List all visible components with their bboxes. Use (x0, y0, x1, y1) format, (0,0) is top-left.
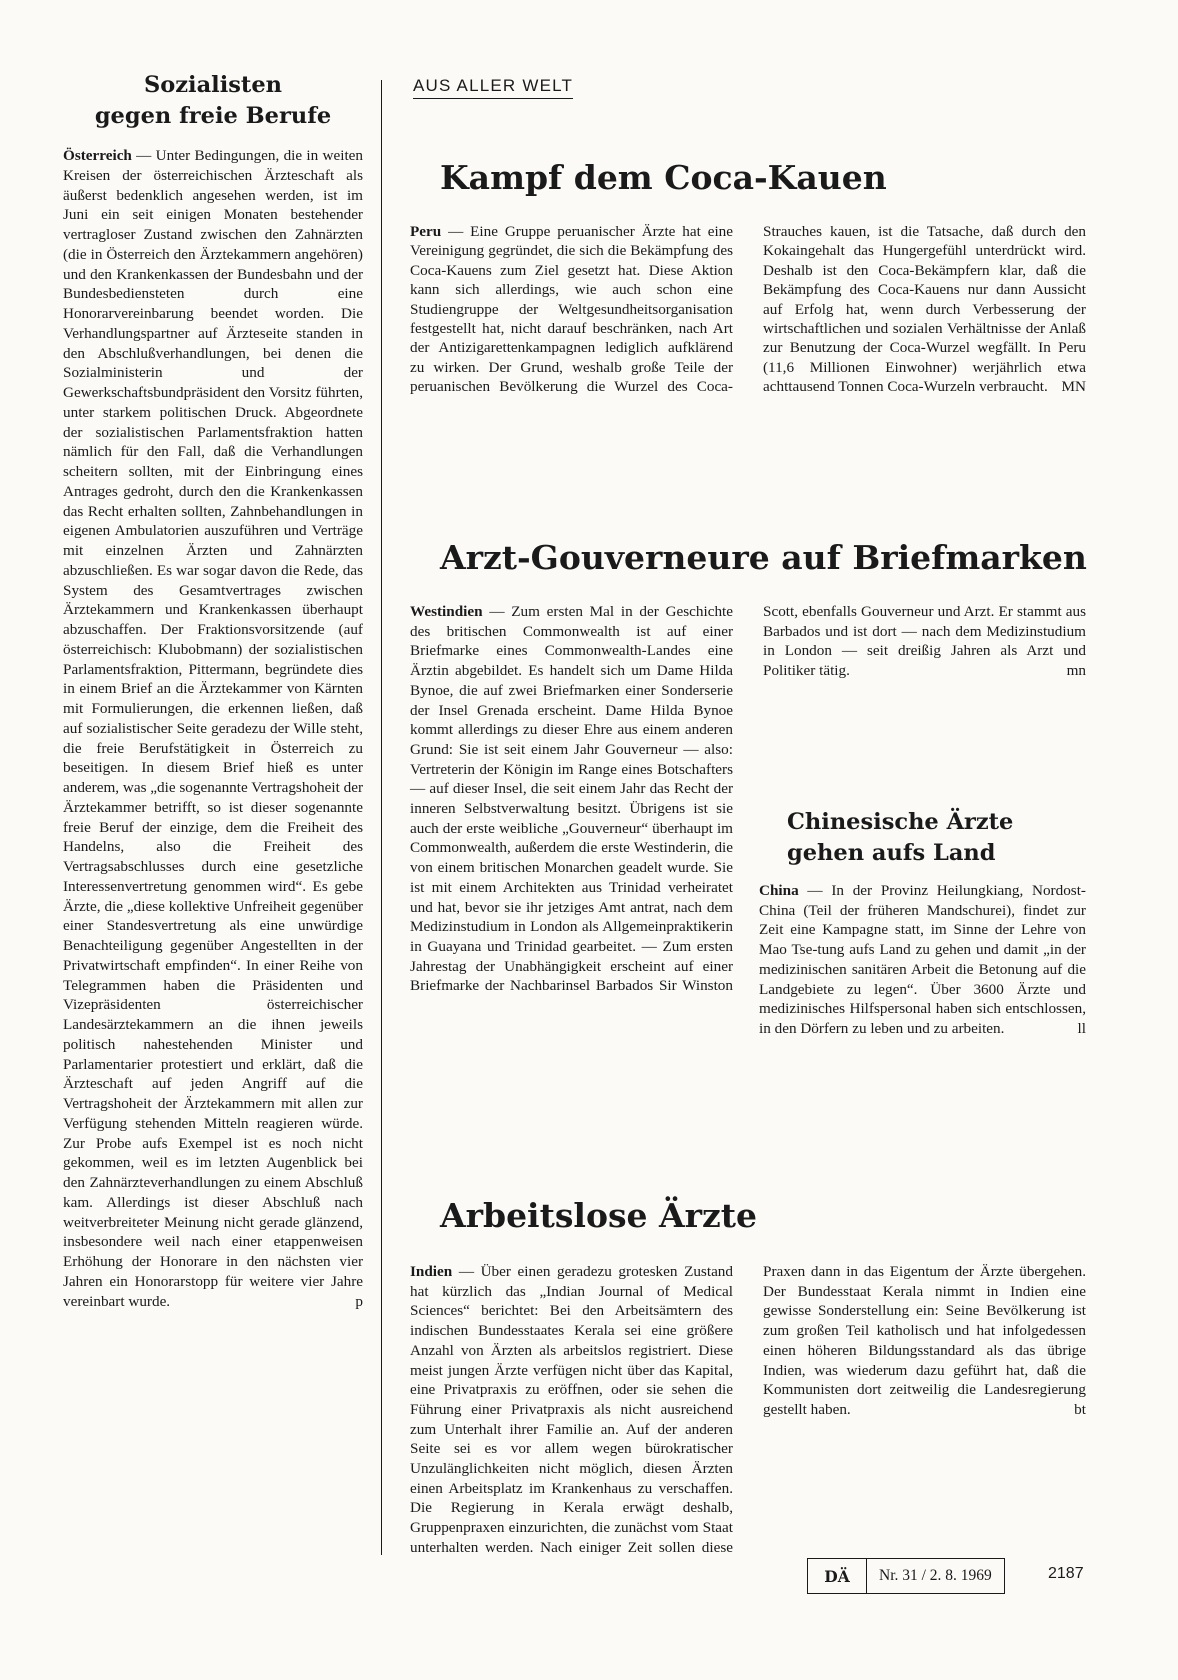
column-divider (381, 80, 382, 1555)
article-arbeitslose (410, 1262, 1086, 1562)
article-china (759, 807, 1086, 1039)
article-sozialisten (63, 70, 363, 1311)
page-number: 2187 (1048, 1565, 1084, 1582)
dateline: Westindien (410, 603, 483, 620)
body-text: — Zum ersten Mal in der Geschichte des britischen Commonwealth ist auf einer Briefmarke eines Commonwealth-Landes eine Ärztin abgebildet. Es handelt sich um Dame Hilda Bynoe, die auf zwei Briefmarken einer Sonderserie der Insel Grenada erscheint. Dame Hilda Bynoe kommt allerdings zu dieser Ehre aus einem anderen Grund: Sie ist seit einem Jahr Gouverneur — also: Vertreterin der Königin im Range eines Botschafters — auf dieser Insel, die seit einem Jahr das Recht der inneren Selbstverwaltung besitzt. Übrigens ist sie auch der erste weibliche „Gouverneur“ überhaupt im Commonwealth, außerdem die erste Westinderin, die von einem britischen Monarchen geadelt wurde. Sie ist mit einem Architekten aus Trinidad verheiratet und hat, bevor sie ihr jetziges Amt antrat, nach dem Medizinstudium in London als Allgemeinpraktikerin in Guayana und Trinidad gearbeitet. — Zum ersten Jahrestag der Unabhängigkeit erscheint auf einer Briefmarke der Nachbarinsel Barbados Sir Winston Scott, ebenfalls Gouverneur und Arzt. Er stammt aus Barbados und ist dort — nach dem Medizinstudium in London — seit dreißig Jahren als Arzt und Politiker tätig. (410, 603, 1086, 995)
article-title: Arbeitslose Ärzte (440, 1196, 757, 1235)
article-body (759, 881, 1086, 1039)
body-text: — Über einen geradezu grotesken Zustand hat kürzlich das „Indian Journal of Medical Sciences“ berichtet: Bei den Arbeitsämtern des indischen Bundesstaates Kerala sei eine größere Anzahl von Ärzten als arbeitslos registriert. Diese meist jungen Ärzte verfügen nicht über das Kapital, eine Privatpraxis zu eröffnen, oder sie sehen die Führung einer Privatpraxis als nicht ausreichend zum Unterhalt ihrer Familie an. Auf der anderen Seite sei es vor allem wegen bürokratischer Unzulänglichkeiten nicht möglich, diesen Ärzten einen Arbeitsplatz im Krankenhaus zu verschaffen. Die Regierung in Kerala erwägt deshalb, Gruppenpraxen einzurichten, die zunächst vom Staat unterhalten werden. Nach einiger Zeit sollen diese Praxen dann in das Eigentum der Ärzte übergehen. Der Bundesstaat Kerala nimmt in Indien eine gewisse Sonderstellung ein: Seine Bevölkerung ist zum großen Teil katholisch und hat infolgedessen einen höheren Bildungsstandard als das übrige Indien, was wiederum dazu geführt hat, daß die Kommunisten dort zeitweilig die Landesregierung gestellt haben. (410, 1263, 1086, 1556)
body-text: — Unter Bedingungen, die in weiten Kreisen der österreichischen Ärzteschaft als äußerst bedenklich angesehen werden, ist im Juni ein seit einigen Monaten bestehender vertragloser Zustand zwischen den Zahnärzten (die in Österreich den Ärztekammern angehören) und den Krankenkassen der Bundesbahn und der Bundesbediensteten durch eine Honorarvereinbarung beendet worden. Die Verhandlungspartner auf Ärzteseite standen in den Abschlußverhandlungen, bei denen die Sozialministerin und der Gewerkschaftsbundpräsident den Vorsitz führten, unter starkem politischen Druck. Abgeordnete der sozialistischen Parlamentsfraktion hatten nämlich für den Fall, daß die Verhandlungen scheitern sollten, mit der Einbringung eines Antrages gedroht, durch den die Krankenkassen das Recht erhalten sollten, Zahnbehandlungen in eigenen Ambulatorien auszuführen und Verträge mit einzelnen Ärzten und Zahnärzten abzuschließen. Es war sogar davon die Rede, das System des Gesamtvertrages zwischen Ärztekammern und Krankenkassen überhaupt abzuschaffen. Der Fraktionsvorsitzende (auf österreichisch: Klubobmann) der sozialistischen Parlamentsfraktion, Pittermann, begründete dies in einem Brief an die Ärztekammer von Kärnten mit Formulierungen, die erkennen ließen, daß auf sozialistischer Seite geradezu der Wille steht, die freie Berufstätigkeit in Österreich zu beseitigen. In diesem Brief hieß es unter anderem, was „die sogenannte Vertragshoheit der Ärztekammer betrifft, so ist dieser sogenannte freie Beruf der einzige, dem die Freiheit des Handelns, also die Freiheit des Vertragsabschlusses durch eine gesetzliche Interessenvertretung genommen wird“. Es gebe Ärzte, die „diese kollektive Unfreiheit gegenüber einer Standesvertretung als eine unwürdige Benachteiligung gegenüber Angestellten in der Privatwirtschaft empfinden“. In einer Reihe von Telegrammen haben die Präsidenten und Vizepräsidenten österreichischer Landesärztekammern an die ihnen jeweils politisch nahestehenden Minister und Parlamentarier protestiert und erklärt, daß die Ärzteschaft auf jeden Angriff auf die Vertragshoheit der Ärztekammern mit allen zur Verfügung stehenden Mitteln reagieren würde. Zur Probe aufs Exempel ist es noch nicht gekommen, weil es im letzten Augenblick bei den Zahnärzteverhandlungen zu einem Abschluß kam. Allerdings ist dieser Abschluß nach weitverbreiteter Meinung nicht gerade glänzend, insbesondere weil nach einer etappenweisen Erhöhung der Honorare in den nächsten vier Jahren ein Honorarstopp für weitere vier Jahre vereinbart wurde. (63, 147, 363, 1310)
article-body (63, 146, 363, 1311)
article-title (787, 807, 1086, 869)
article-title (63, 70, 363, 132)
signature: p (355, 1292, 363, 1310)
signature: bt (1074, 1400, 1086, 1418)
section-label: AUS ALLER WELT (413, 76, 573, 99)
journal-abbrev: DÄ (808, 1559, 867, 1593)
dateline: China (759, 882, 799, 899)
dateline: Peru (410, 223, 442, 240)
title-line-2: gehen aufs Land (787, 840, 996, 866)
article-body (410, 1262, 1086, 1562)
issue-box (807, 1558, 1005, 1594)
article-body (410, 222, 1086, 397)
issue-date: Nr. 31 / 2. 8. 1969 (879, 1567, 992, 1584)
article-title: Kampf dem Coca-Kauen (440, 158, 887, 197)
dateline: Österreich (63, 147, 132, 164)
signature: mn (1066, 662, 1086, 680)
title-line-1: Sozialisten (144, 72, 282, 98)
article-coca (410, 222, 1086, 397)
dateline: Indien (410, 1263, 453, 1280)
body-text: — In der Provinz Heilungkiang, Nordost-China (Teil der früheren Mandschurei), findet zur Zeit eine Kampagne statt, im Sinne der Lehre von Mao Tse-tung aufs Land zu gehen und damit „in der medizinischen sanitären Arbeit die Betonung auf die Landgebiete zu legen“. Über 3600 Ärzte und medizinisches Hilfspersonal haben sich entschlossen, in den Dörfern zu leben und zu arbeiten. (759, 882, 1086, 1037)
signature: MN (1061, 378, 1086, 396)
title-line-1: Chinesische Ärzte (787, 809, 1014, 835)
body-text: — Eine Gruppe peruanischer Ärzte hat eine Vereinigung gegründet, die sich die Bekämpfung des Coca-Kauens zum Ziel gesetzt hat. Diese Aktion kann sich allerdings, wie auch schon eine Studiengruppe der Weltgesundheitsorganisation festgestellt hat, nicht darauf beschränken, nach Art der Antizigarettenkampagnen lediglich aufklärend zu wirken. Der Grund, weshalb große Teile der peruanischen Bevölkerung die Wurzel des Coca-Strauches kauen, ist die Tatsache, daß durch den Kokaingehalt das Hungergefühl unterdrückt wird. Deshalb ist den Coca-Bekämpfern klar, daß die Bekämpfung des Coca-Kauens nur dann Aussicht auf Erfolg hat, wenn durch Verbesserung der wirtschaftlichen und sozialen Verhältnisse der Anlaß zur Benutzung der Coca-Wurzel wegfällt. In Peru (11,6 Millionen Einwohner) werjährlich etwa achttausend Tonnen Coca-Wurzeln verbraucht. (410, 223, 1086, 396)
title-line-2: gegen freie Berufe (94, 103, 332, 129)
signature: ll (1077, 1019, 1086, 1037)
article-title: Arzt-Gouverneure auf Briefmarken (440, 538, 1087, 577)
